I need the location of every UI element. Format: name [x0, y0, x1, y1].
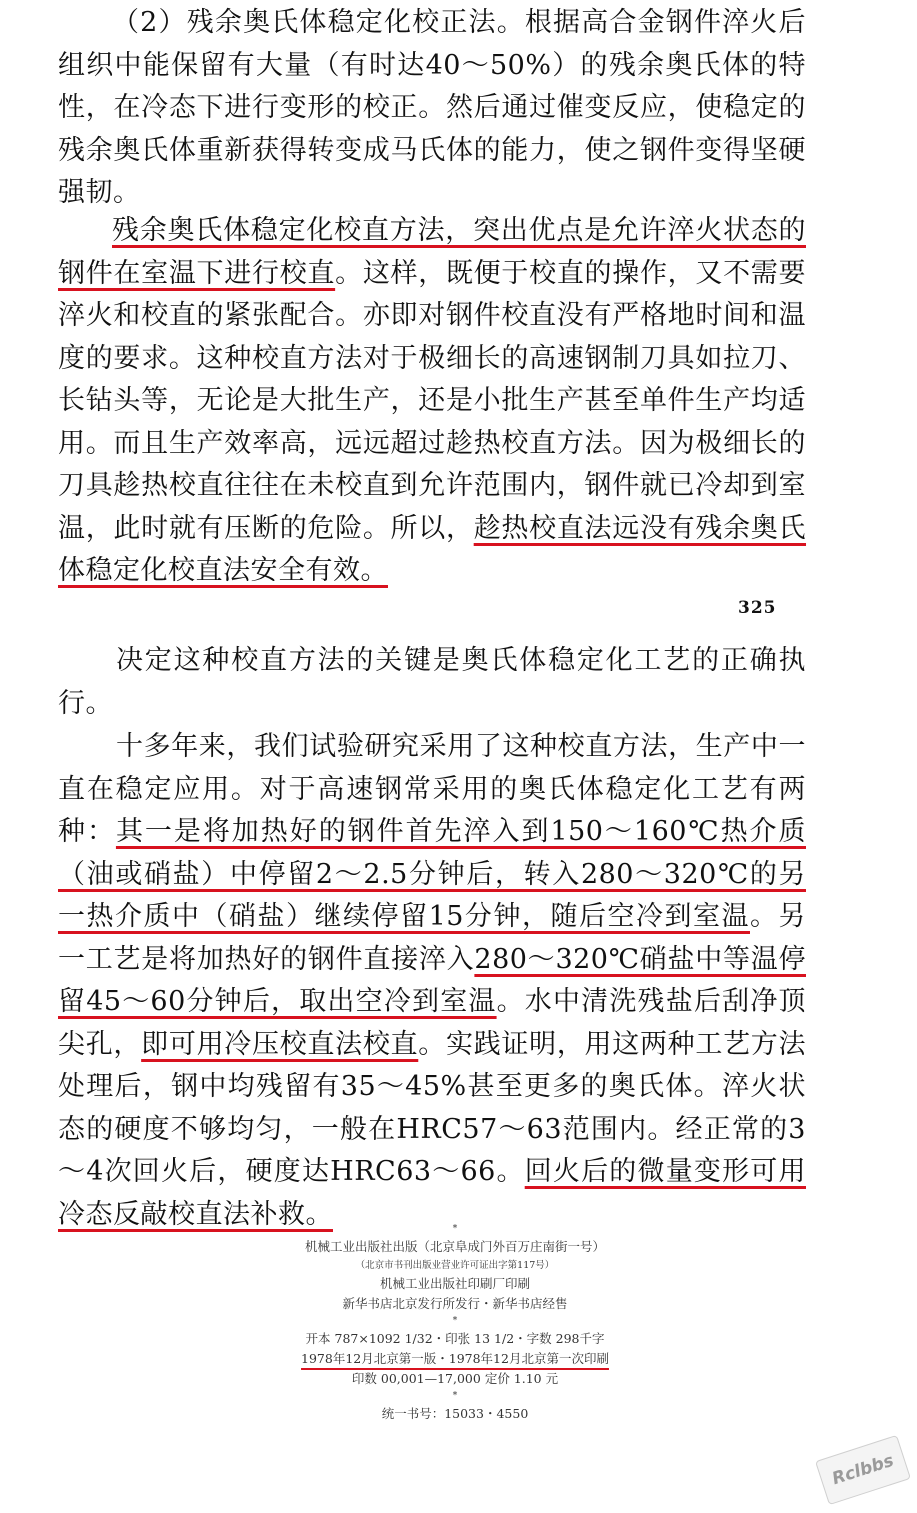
ornament: *	[452, 1391, 458, 1401]
highlight-process-one: 其一是将加热好的钢件首先淬入到150～160℃热介质（油或硝盐）中停留2～2.5分钟后，转入280～320℃的另一热介质中（硝盐）继续停留15分钟，随后空冷到室温	[58, 816, 806, 932]
edition-line: 1978年12月北京第一版・1978年12月北京第一次印刷	[301, 1351, 609, 1366]
body-text: 十多年来，我们试验研究采用了这种校直方法，生产中一直在稳定应用。对于高速钢常采用的奥氏体稳定化工艺有两种：	[58, 731, 806, 847]
highlight-process-two: 280～320℃硝盐中等温停留45～60分钟后，取出空冷到室温	[58, 943, 806, 1017]
format-line: 开本 787×1092 1/32・印张 13 1/2・字数 298千字	[305, 1331, 605, 1346]
body-text: 。水中清洗残盐后刮净顶尖孔，	[58, 986, 807, 1060]
ornament: *	[452, 1316, 458, 1326]
book-number-line: 统一书号：15033・4550	[381, 1406, 529, 1421]
publisher-line: 机械工业出版社出版（北京阜成门外百万庄南街一号）	[304, 1239, 605, 1254]
print-run-line: 印数 00,001—17,000 定价 1.10 元	[351, 1371, 559, 1386]
paragraph-key-process: 决定这种校直方法的关键是奥氏体稳定化工艺的正确执行。	[58, 645, 806, 719]
colophon	[200, 1222, 710, 1424]
paragraph-process-details	[58, 726, 806, 1236]
body-text: 。实践证明，用这两种工艺方法处理后，钢中均残留有35～45%甚至更多的奥氏体。淬火状态的硬度不够均匀，一般在HRC57～63范围内。经正常的3～4次回火后，硬度达HRC63～66。	[58, 1028, 807, 1187]
highlight-conclusion: 趁热校直法远没有残余奥氏体稳定化校直法安全有效。	[58, 512, 807, 586]
paragraph-stabilization-correction: （2）残余奥氏体稳定化校正法。根据高合金钢件淬火后组织中能保留有大量（有时达40～50%）的残余奥氏体的特性，在冷态下进行变形的校正。然后通过催变反应，使稳定的残余奥氏体重新获得转变成马氏体的能力，使之钢件变得坚硬强韧。	[58, 7, 806, 208]
distributor-line: 新华书店北京发行所发行・新华书店经售	[342, 1296, 568, 1311]
page-number: 325	[738, 598, 777, 618]
ornament: *	[452, 1224, 458, 1234]
body-text: 。这样，既便于校直的操作，又不需要淬火和校直的紧张配合。亦即对钢件校直没有严格地时间和温度的要求。这种校直方法对于极细长的高速钢制刀具如拉刀、长钻头等，无论是大批生产，还是小批生产甚至单件生产均适用。而且生产效率高，远远超过趁热校直方法。因为极细长的刀具趁热校直往往在未校直到允许范围内，钢件就已冷却到室温，此时就有压断的危险。所以，	[58, 257, 807, 544]
watermark-logo: Rclbbs	[815, 1435, 911, 1505]
body-text: 。另一工艺是将加热好的钢件直接淬入	[58, 901, 807, 975]
highlight-cold-press: 即可用冷压校直法校直	[141, 1028, 419, 1060]
license-line: （北京市书刊出版业营业许可证出字第117号）	[355, 1260, 555, 1271]
paragraph-advantages	[58, 210, 806, 593]
highlight-advantage: 残余奥氏体稳定化校直方法，突出优点是允许淬火状态的钢件在室温下进行校直	[58, 215, 806, 289]
highlight-remedy: 回火后的微量变形可用冷态反敲校直法补救。	[58, 1156, 806, 1230]
printer-line: 机械工业出版社印刷厂印刷	[379, 1276, 530, 1291]
